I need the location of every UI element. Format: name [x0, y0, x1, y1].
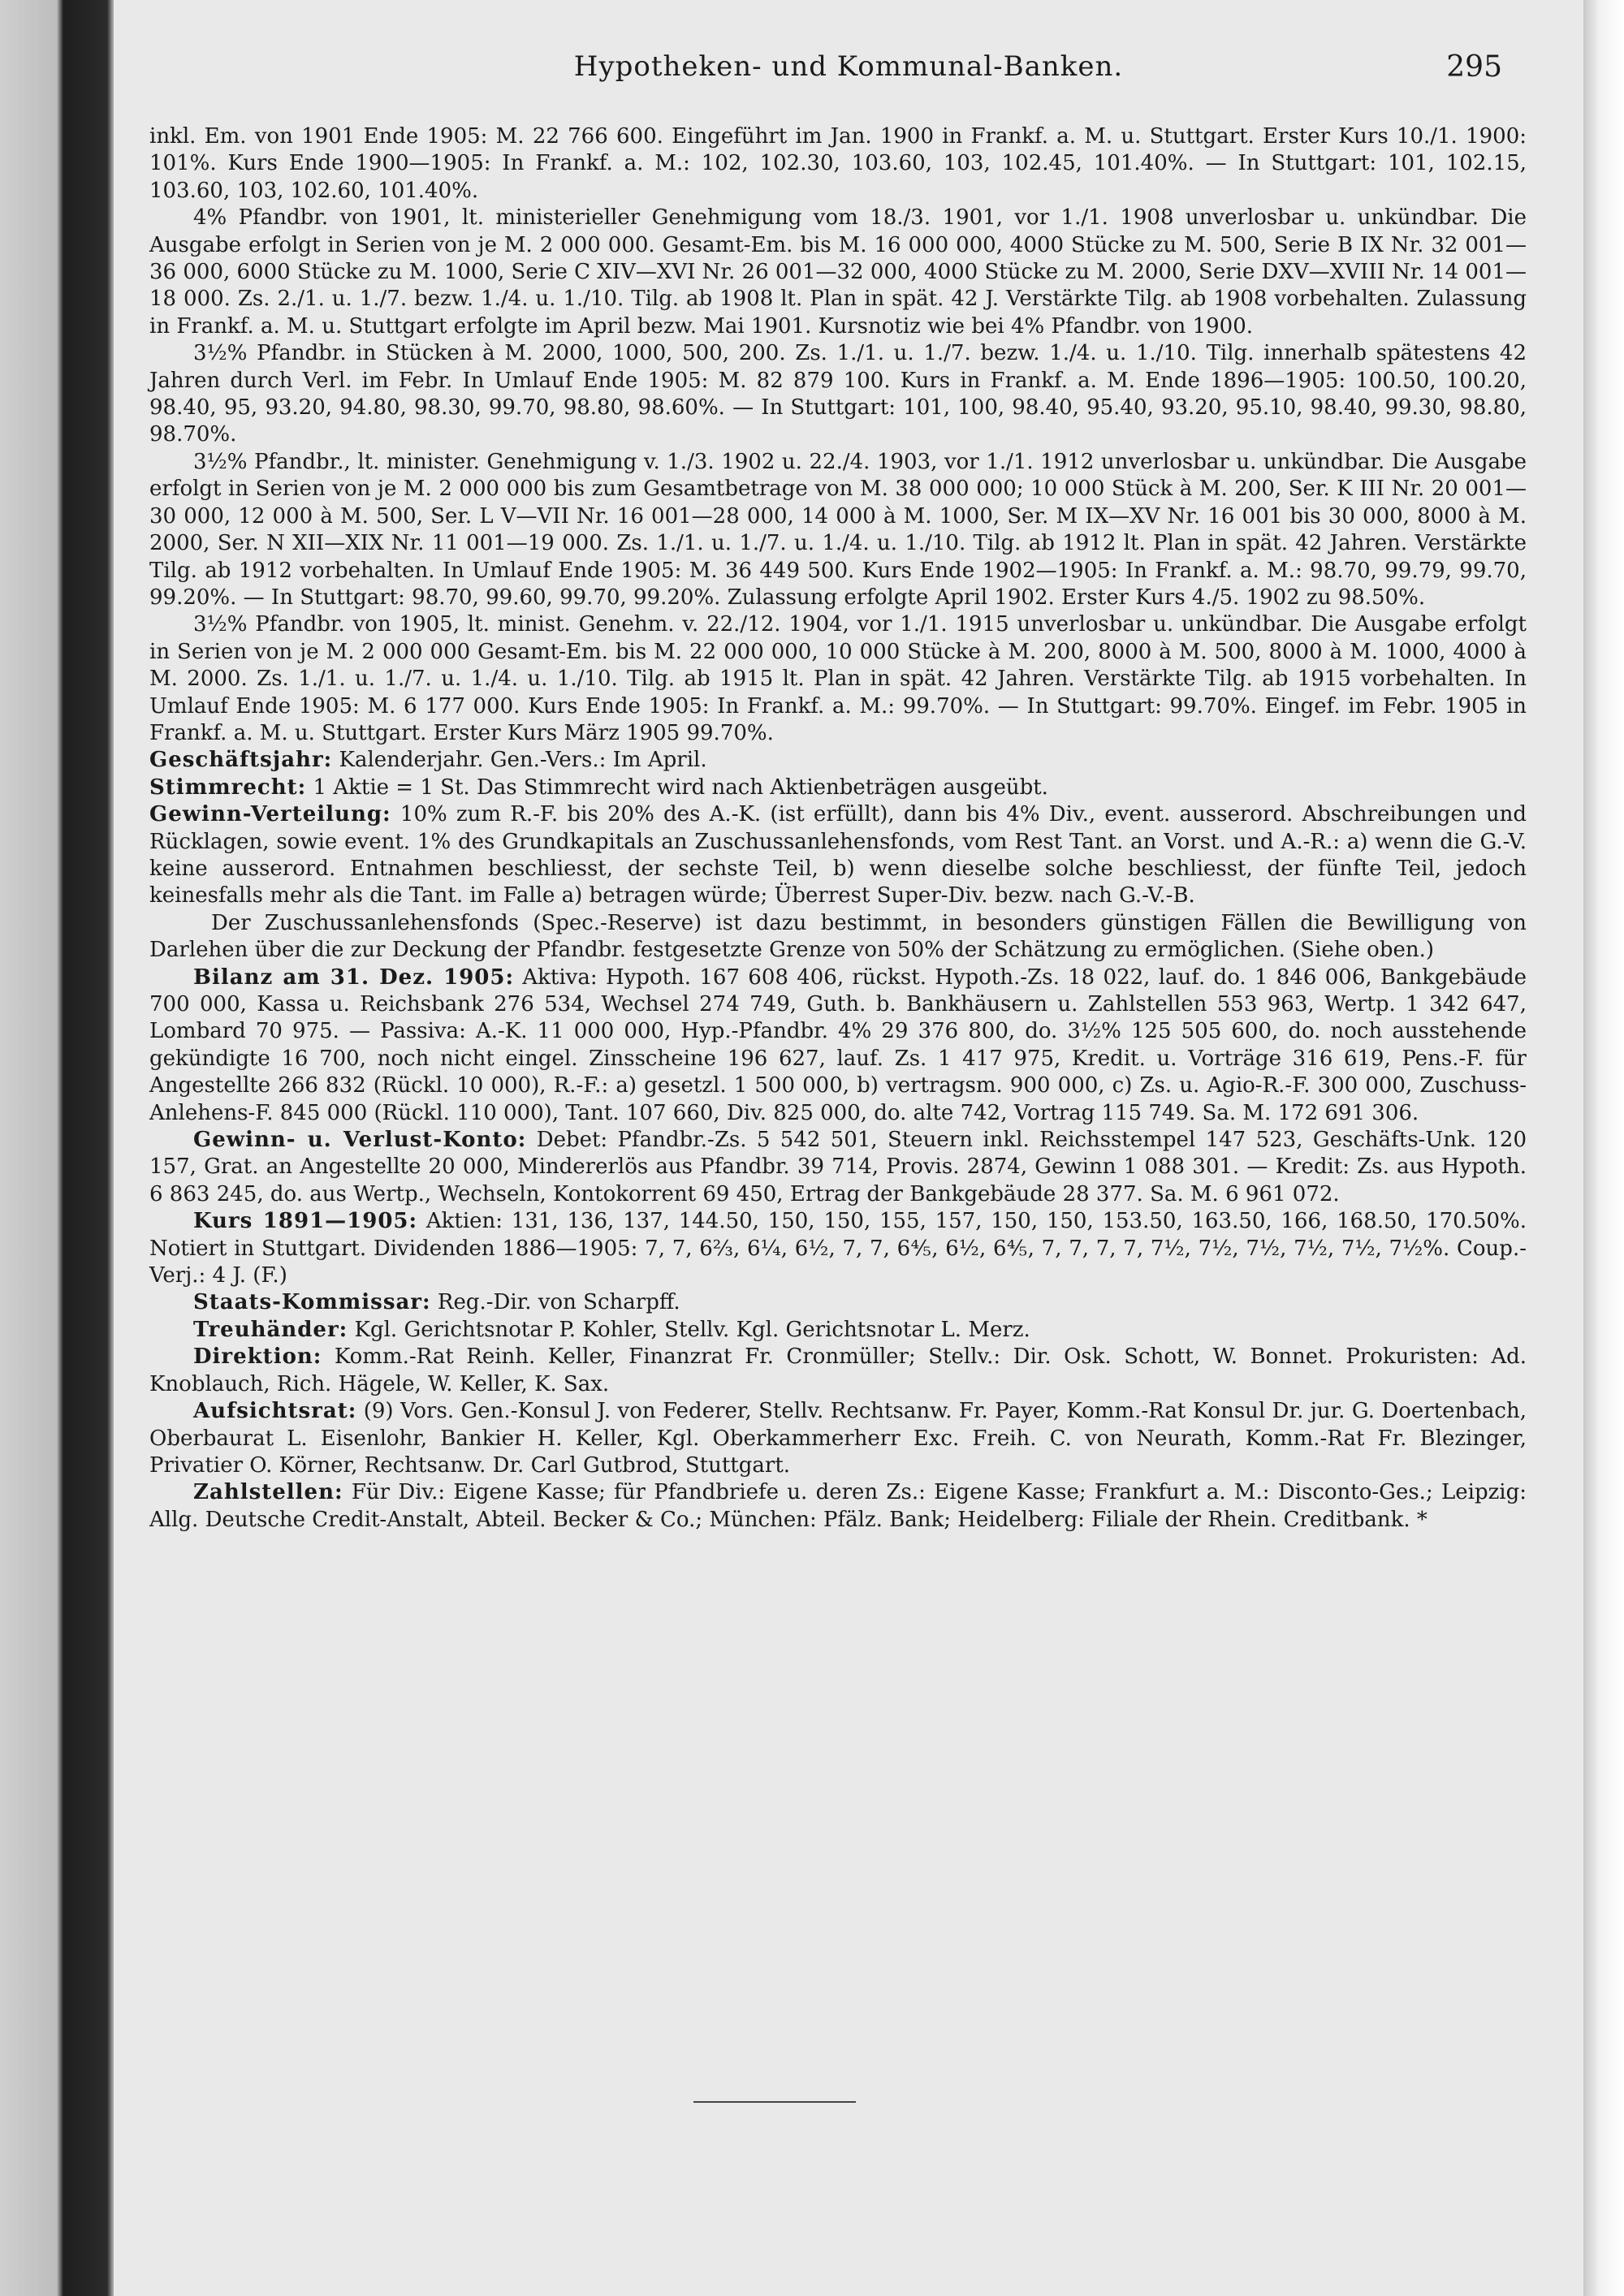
section-label: Treuhänder: [193, 1317, 348, 1342]
section-label: Gewinn- u. Verlust-Konto: [193, 1128, 527, 1153]
paragraph-text: Aktien: 131, 136, 137, 144.50, 150, 150, 155, 157, 150, 150, 153.50, 163.50, 166, 168.50, 170.50%. Notiert in Stuttgart. Dividenden 1886—1905: 7, 7, 6⅔, 6¼, 6½, 7, 7, 6⅘, 6½, 6⅘, 7, 7, 7, 7, 7½, 7½, 7½, 7½, 7½, 7½%. Coup.-Verj.: 4 J. (F.) [149, 1209, 1527, 1288]
footer-rule [693, 2101, 856, 2103]
paragraph-text: Komm.-Rat Reinh. Keller, Finanzrat Fr. Cronmüller; Stellv.: Dir. Osk. Schott, W. Bonnet. Prokuristen: Ad. Knoblauch, Rich. Hägele, W. Keller, K. Sax. [149, 1344, 1527, 1396]
paragraph-gewinn-verteilung [149, 801, 1527, 910]
paragraph-pfandbr-4-1901 [149, 205, 1527, 340]
paragraph-text: 4% Pfandbr. von 1901, lt. ministerieller Genehmigung vom 18./3. 1901, vor 1./1. 1908 unverlosbar u. unkündbar. Die Ausgabe erfolgt in Serien von je M. 2 000 000. Gesamt-Em. bis M. 16 000 000, 4000 Stücke zu M. 500, Serie B IX Nr. 32 001—36 000, 6000 Stücke zu M. 1000, Serie C XIV—XVI Nr. 26 001—32 000, 4000 Stücke zu M. 2000, Serie DXV—XVIII Nr. 14 001—18 000. Zs. 2./1. u. 1./7. bezw. 1./4. u. 1./10. Tilg. ab 1908 lt. Plan in spät. 42 J. Verstärkte Tilg. ab 1908 vorbehalten. Zulassung in Frankf. a. M. u. Stuttgart erfolgte im April bezw. Mai 1901. Kursnotiz wie bei 4% Pfandbr. von 1900. [149, 205, 1527, 339]
paragraph-pfandbr-35-1902 [149, 449, 1527, 611]
section-label: Aufsichtsrat: [193, 1399, 357, 1424]
paragraph-text: Kgl. Gerichtsnotar P. Kohler, Stellv. Kgl. Gerichtsnotar L. Merz. [354, 1317, 1030, 1342]
section-label: Bilanz am 31. Dez. 1905: [193, 965, 515, 990]
paragraph-text: Kalenderjahr. Gen.-Vers.: Im April. [339, 748, 707, 773]
paragraph-direktion [149, 1344, 1527, 1398]
paragraph-text: Für Div.: Eigene Kasse; für Pfandbriefe u. deren Zs.: Eigene Kasse; Frankfurt a. M.: Disconto-Ges.; Leipzig: Allg. Deutsche Credit-Anstalt, Abteil. Becker & Co.; München: Pfälz. Bank; Heidelberg: Filiale der Rhein. Creditbank. * [149, 1480, 1527, 1532]
paragraph-zahlstellen [149, 1479, 1527, 1534]
section-label: Kurs 1891—1905: [193, 1209, 418, 1234]
section-label: Geschäftsjahr: [149, 748, 333, 773]
paragraph-gewinn-verlust [149, 1127, 1527, 1208]
paragraph-stimmrecht [149, 775, 1527, 801]
section-label: Direktion: [193, 1344, 322, 1370]
scan-page-edge [1583, 0, 1624, 2296]
book-page [114, 0, 1583, 2296]
paragraph-text: (9) Vors. Gen.-Konsul J. von Federer, Stellv. Rechtsanw. Fr. Payer, Komm.-Rat Konsul Dr. jur. G. Doertenbach, Oberbaurat L. Eisenlohr, Bankier H. Keller, Kgl. Oberkammerherr Exc. Freih. C. von Neurath, Komm.-Rat Fr. Blezinger, Privatier O. Körner, Rechtsanw. Dr. Carl Gutbrod, Stuttgart. [149, 1399, 1527, 1478]
page-number: 295 [1446, 50, 1502, 84]
paragraph-treuhaender [149, 1317, 1527, 1344]
paragraph-text: inkl. Em. von 1901 Ende 1905: M. 22 766 600. Eingeführt im Jan. 1900 in Frankf. a. M. u. Stuttgart. Erster Kurs 10./1. 1900: 101%. Kurs Ende 1900—1905: In Frankf. a. M.: 102, 102.30, 103.60, 103, 102.45, 101.40%. — In Stuttgart: 101, 102.15, 103.60, 103, 102.60, 101.40%. [149, 124, 1527, 203]
page-header [114, 50, 1583, 91]
paragraph-pfandbr-35-1905 [149, 611, 1527, 747]
section-label: Gewinn-Verteilung: [149, 802, 391, 827]
paragraph-pfandbr-35 [149, 340, 1527, 449]
paragraph-geschaeftsjahr [149, 747, 1527, 774]
paragraph-text: Aktiva: Hypoth. 167 608 406, rückst. Hypoth.-Zs. 18 022, lauf. do. 1 846 006, Bankgebäude 700 000, Kassa u. Reichsbank 276 534, Wechsel 274 749, Guth. b. Bankhäusern u. Zahlstellen 553 963, Wertp. 1 342 647, Lombard 70 975. — Passiva: A.-K. 11 000 000, Hyp.-Pfandbr. 4% 29 376 800, do. 3½% 125 505 600, do. noch ausstehende gekündigte 16 700, noch nicht eingel. Zinsscheine 196 627, lauf. Zs. 1 417 975, Kredit. u. Vorträge 316 619, Pens.-F. für Angestellte 266 832 (Rückl. 10 000), R.-F.: a) gesetzl. 1 500 000, b) vertragsm. 900 000, c) Zs. u. Agio-R.-F. 300 000, Zuschuss-Anlehens-F. 845 000 (Rückl. 110 000), Tant. 107 660, Div. 825 000, do. alte 742, Vortrag 115 749. Sa. M. 172 691 306. [149, 965, 1527, 1125]
paragraph-text: 3½% Pfandbr. in Stücken à M. 2000, 1000, 500, 200. Zs. 1./1. u. 1./7. bezw. 1./4. u. 1./10. Tilg. innerhalb spätestens 42 Jahren durch Verl. im Febr. In Umlauf Ende 1905: M. 82 879 100. Kurs in Frankf. a. M. Ende 1896—1905: 100.50, 100.20, 98.40, 95, 93.20, 94.80, 98.30, 99.70, 98.80, 98.60%. — In Stuttgart: 101, 100, 98.40, 95.40, 93.20, 95.10, 98.40, 99.30, 98.80, 98.70%. [149, 341, 1527, 447]
paragraph-kurs [149, 1208, 1527, 1289]
paragraph-zuschussfonds [149, 910, 1527, 965]
scan-binding-shadow [0, 0, 114, 2296]
paragraph-text: Reg.-Dir. von Scharpff. [437, 1290, 680, 1315]
paragraph-text: 10% zum R.-F. bis 20% des A.-K. (ist erfüllt), dann bis 4% Div., event. ausserord. Abschreibungen und Rücklagen, sowie event. 1% des Grundkapitals an Zuschussanlehensfonds, vom Rest Tant. an Vorst. und A.-R.: a) wenn die G.-V. keine ausserord. Entnahmen beschliesst, der sechste Teil, b) wenn dieselbe solche beschliesst, der fünfte Teil, jedoch keinesfalls mehr als die Tant. im Falle a) betragen würde; Überrest Super-Div. bezw. nach G.-V.-B. [149, 802, 1527, 908]
paragraph-aufsichtsrat [149, 1398, 1527, 1479]
running-title: Hypotheken- und Kommunal-Banken. [573, 50, 1124, 83]
section-label: Zahlstellen: [193, 1480, 343, 1505]
paragraph-text: 3½% Pfandbr., lt. minister. Genehmigung v. 1./3. 1902 u. 22./4. 1903, vor 1./1. 1912 unverlosbar u. unkündbar. Die Ausgabe erfolgt in Serien von je M. 2 000 000 bis zum Gesamtbetrage von M. 38 000 000; 10 000 Stück à M. 200, Ser. K III Nr. 20 001—30 000, 12 000 à M. 500, Ser. L V—VII Nr. 16 001—28 000, 14 000 à M. 1000, Ser. M IX—XV Nr. 16 001 bis 30 000, 8000 à M. 2000, Ser. N XII—XIX Nr. 11 001—19 000. Zs. 1./1. u. 1./7. u. 1./4. u. 1./10. Tilg. ab 1912 lt. Plan in spät. 42 Jahren. Verstärkte Tilg. ab 1912 vorbehalten. In Umlauf Ende 1905: M. 36 449 500. Kurs Ende 1902—1905: In Frankf. a. M.: 98.70, 99.79, 99.70, 99.20%. — In Stuttgart: 98.70, 99.60, 99.70, 99.20%. Zulassung erfolgte April 1902. Erster Kurs 4./5. 1902 zu 98.50%. [149, 449, 1527, 610]
section-label: Staats-Kommissar: [193, 1290, 431, 1315]
body-text [149, 123, 1527, 1534]
section-label: Stimmrecht: [149, 775, 307, 800]
paragraph-emission-1901 [149, 123, 1527, 205]
paragraph-text: 3½% Pfandbr. von 1905, lt. minist. Genehm. v. 22./12. 1904, vor 1./1. 1915 unverlosbar u. unkündbar. Die Ausgabe erfolgt in Serien von je M. 2 000 000 Gesamt-Em. bis M. 22 000 000, 10 000 Stücke à M. 200, 8000 à M. 500, 8000 à M. 1000, 4000 à M. 2000. Zs. 1./1. u. 1./7. u. 1./4. u. 1./10. Tilg. ab 1915 lt. Plan in spät. 42 Jahren. Verstärkte Tilg. ab 1915 vorbehalten. In Umlauf Ende 1905: M. 6 177 000. Kurs Ende 1905: In Frankf. a. M.: 99.70%. — In Stuttgart: 99.70%. Eingef. im Febr. 1905 in Frankf. a. M. u. Stuttgart. Erster Kurs März 1905 99.70%. [149, 612, 1527, 745]
paragraph-staats-kommissar [149, 1289, 1527, 1316]
paragraph-text: Debet: Pfandbr.-Zs. 5 542 501, Steuern inkl. Reichsstempel 147 523, Geschäfts-Unk. 120 157, Grat. an Angestellte 20 000, Mindererlös aus Pfandbr. 39 714, Provis. 2874, Gewinn 1 088 301. — Kredit: Zs. aus Hypoth. 6 863 245, do. aus Wertp., Wechseln, Kontokorrent 69 450, Ertrag der Bankgebäude 28 377. Sa. M. 6 961 072. [149, 1128, 1527, 1206]
paragraph-bilanz [149, 965, 1527, 1127]
paragraph-text: Der Zuschussanlehensfonds (Spec.-Reserve) ist dazu bestimmt, in besonders günstigen Fällen die Bewilligung von Darlehen über die zur Deckung der Pfandbr. festgesetzte Grenze von 50% der Schätzung zu ermöglichen. (Siehe oben.) [149, 910, 1527, 963]
paragraph-text: 1 Aktie = 1 St. Das Stimmrecht wird nach Aktienbeträgen ausgeübt. [313, 775, 1048, 800]
